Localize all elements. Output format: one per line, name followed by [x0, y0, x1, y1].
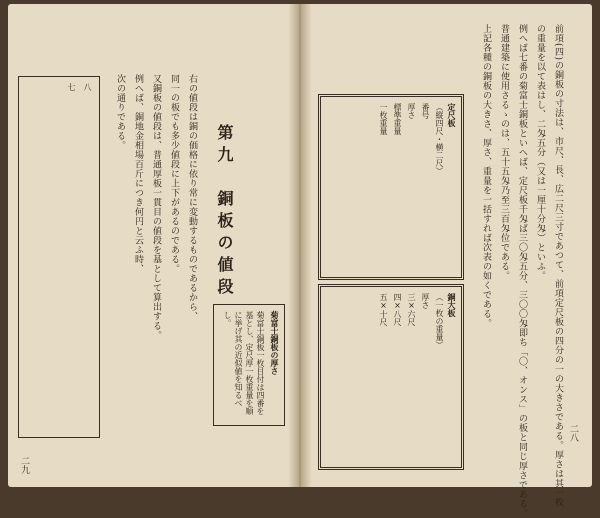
table1-header-2: 厚さ: [407, 103, 416, 119]
table1-header-3: 標準重量: [393, 103, 402, 135]
right-body-line-1: 前項(四)の銅板の寸法は、市尺、長、広二尺三寸であつて、前項定尺板の四分の一の大きさである。厚さは其一枚: [553, 24, 563, 508]
thickness-table: [18, 76, 100, 438]
table2-header-1: 厚さ: [421, 293, 430, 309]
right-body-line-2: の重量を以て表はし、二匁五分（又は一厘十分匁）といふ。: [535, 24, 545, 281]
table2-title: 銅大板: [447, 293, 457, 317]
body-line-5: 次の通りである。: [115, 74, 125, 150]
body-line-4: 例へば、銅地金相場百斤につき何円と云ふ時、: [133, 74, 143, 274]
body-line-2: 同一の板でも多少値段に上下があるのである。: [169, 74, 179, 274]
table2-header-4: 五×十尺: [379, 293, 388, 326]
body-line-3: 又銅板の値段は、普通厚板一貫目の値段を基として算出する。: [151, 74, 161, 340]
table1-title: 定尺板: [447, 103, 457, 127]
inset-box: [213, 304, 285, 426]
table1-header-4: 一枚重量: [379, 103, 388, 135]
table1-sub: （縦四尺・横二尺）: [435, 103, 444, 175]
table2-header-2: 三×六尺: [407, 293, 416, 326]
table2-header-3: 四×八尺: [393, 293, 402, 326]
page-number-right: 二八: [568, 424, 578, 442]
table-row-2: 七: [67, 83, 76, 91]
table1-header-1: 番号: [421, 103, 430, 119]
right-body-line-5: 上記各種の銅板の大きさ、厚さ、重量を一括すれば次表の如くである。: [481, 24, 491, 328]
left-page: [8, 4, 298, 487]
table-large-plate: [318, 284, 464, 470]
right-body-line-4: 普通建築に使用さるゝのは、五十五匁乃至三百匁位である。: [499, 24, 509, 281]
book-spread: [8, 4, 592, 518]
inset-text: 菊富士銅板一枚目付は四番を基とし、定尺厚一枚重量を順に挙げ其の近似値を知るべし。: [223, 311, 265, 415]
book-gutter: [288, 4, 312, 487]
table2-sub: （一枚の重量）: [435, 293, 444, 349]
body-line-1: 右の値段は銅の価格に依り常に変動するものであるから、: [187, 74, 197, 321]
page-number-left: 二九: [19, 456, 29, 474]
table-standard-plate: [318, 94, 464, 280]
inset-title: 菊富士銅板の厚さ: [270, 311, 280, 375]
right-body-line-3: 例へば七番の菊富士銅板といへば、定尺板千匁ば三〇匁五分、三〇〇匁即ち「〇、オンス」の板と同じ厚さである。: [517, 24, 527, 518]
right-page: [300, 4, 592, 518]
table-row-1: 八: [83, 83, 92, 91]
section-heading: 第九 銅板の値段: [215, 124, 234, 300]
